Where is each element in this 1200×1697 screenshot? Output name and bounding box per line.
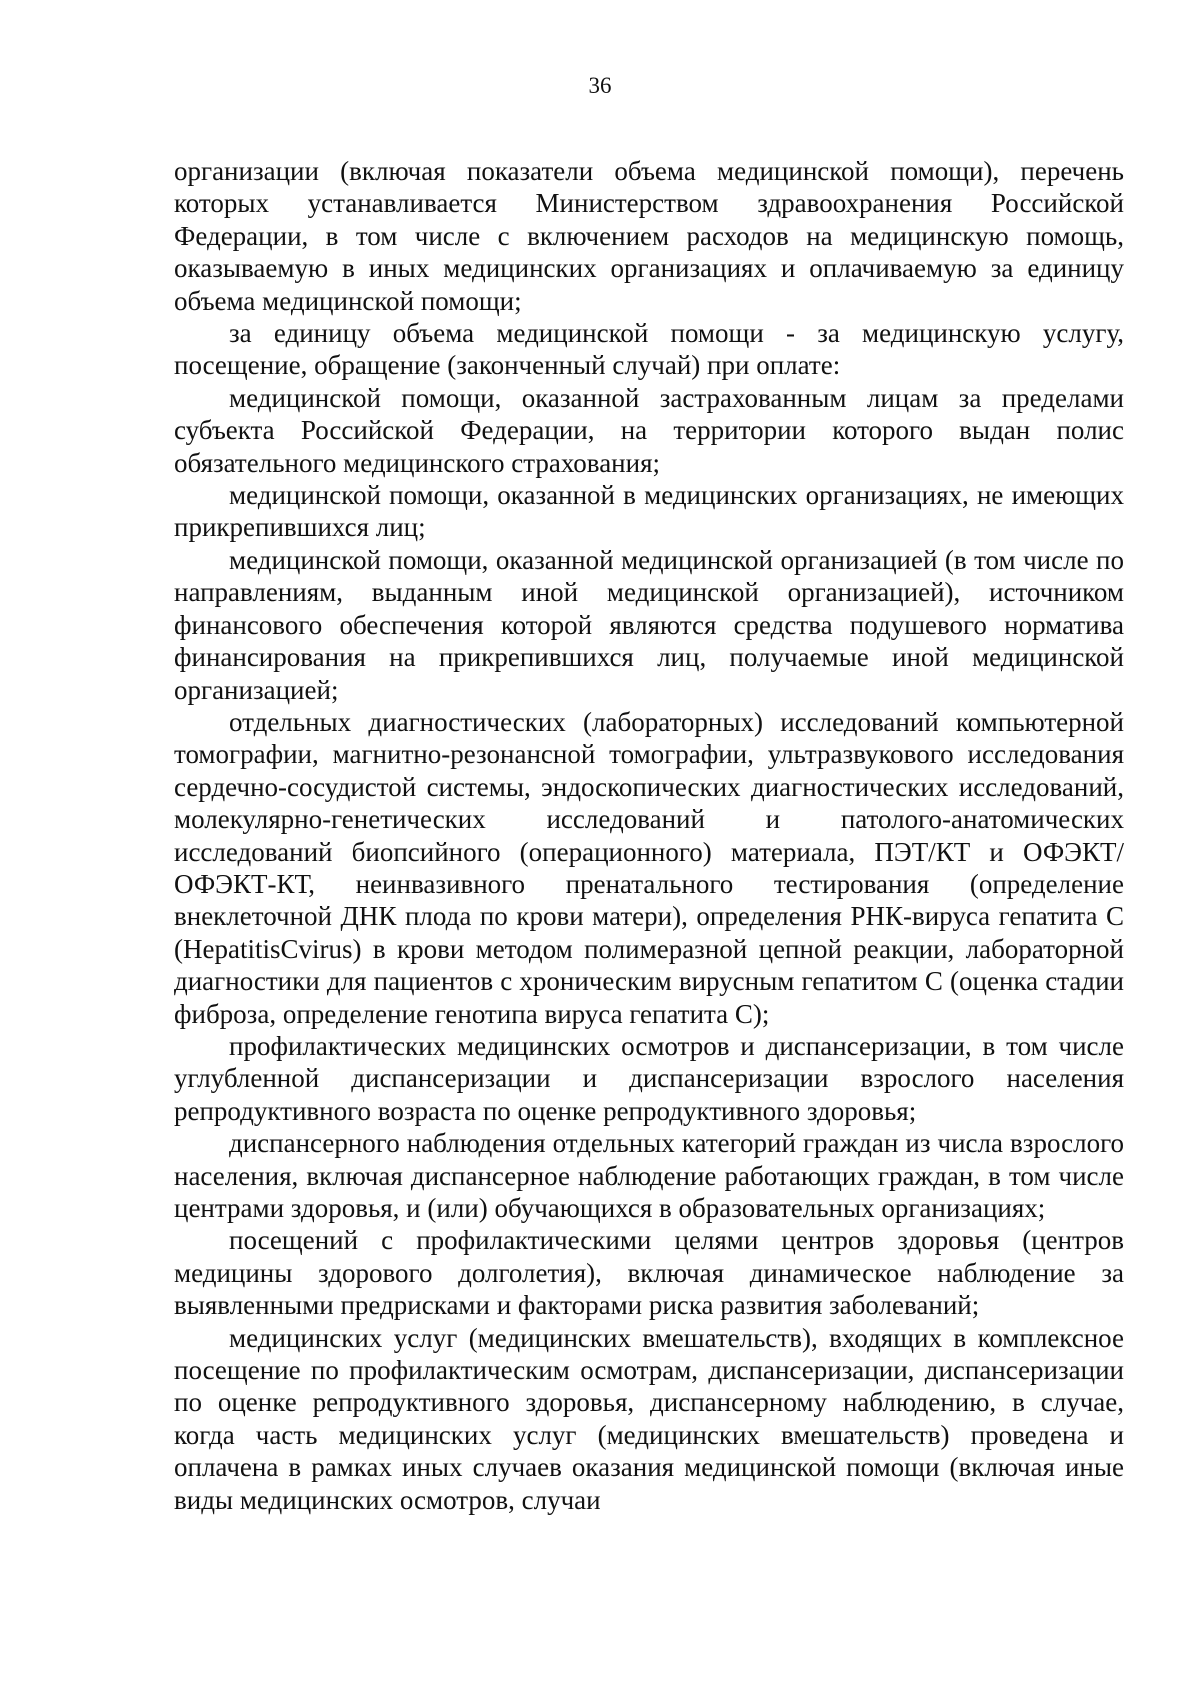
paragraph: медицинской помощи, оказанной застрахованным лицам за пределами субъекта Российской Федерации, на территории которого выдан полис обязательного медицинского страхования; [174, 382, 1124, 478]
paragraph: медицинской помощи, оказанной в медицинских организациях, не имеющих прикрепившихся лиц; [174, 480, 1124, 543]
document-body [174, 155, 1124, 1516]
paragraph: отдельных диагностических (лабораторных) исследований компьютерной томографии, магнитно-резонансной томографии, ультразвукового исследования сердечно-сосудистой системы, эндоскопических диагностических исследований, молекулярно-генетических исследований и патолого-анатомических исследований биопсийного (операционного) материала, ПЭТ/КТ и ОФЭКТ/ОФЭКТ-КТ, неинвазивного пренатального тестирования (определение внеклеточной ДНК плода по крови матери), определения РНК-вируса гепатита С (HepatitisCvirus) в крови методом полимеразной цепной реакции, лабораторной диагностики для пациентов с хроническим вирусным гепатитом С (оценка стадии фиброза, определение генотипа вируса гепатита С); [174, 706, 1124, 1029]
page-number: 36 [588, 73, 612, 98]
paragraph: диспансерного наблюдения отдельных категорий граждан из числа взрослого населения, включая диспансерное наблюдение работающих граждан, в том числе центрами здоровья, и (или) обучающихся в образовательных организациях; [174, 1128, 1124, 1223]
paragraph: за единицу объема медицинской помощи - за медицинскую услугу, посещение, обращение (законченный случай) при оплате: [174, 318, 1124, 381]
paragraph: посещений с профилактическими целями центров здоровья (центров медицины здорового долголетия), включая динамическое наблюдение за выявленными предрисками и факторами риска развития заболеваний; [174, 1225, 1124, 1321]
paragraph: медицинской помощи, оказанной медицинской организацией (в том числе по направлениям, выданным иной медицинской организацией), источником финансового обеспечения которой являются средства подушевого норматива финансирования на прикрепившихся лиц, получаемые иной медицинской организацией; [174, 544, 1124, 705]
paragraph: медицинских услуг (медицинских вмешательств), входящих в комплексное посещение по профилактическим осмотрам, диспансеризации, диспансеризации по оценке репродуктивного здоровья, диспансерному наблюдению, в случае, когда часть медицинских услуг (медицинских вмешательств) проведена и оплачена в рамках иных случаев оказания медицинской помощи (включая иные виды медицинских осмотров, случаи [174, 1322, 1124, 1515]
paragraph: организации (включая показатели объема медицинской помощи), перечень которых устанавливается Министерством здравоохранения Российской Федерации, в том числе с включением расходов на медицинскую помощь, оказываемую в иных медицинских организациях и оплачиваемую за единицу объема медицинской помощи; [174, 156, 1124, 316]
paragraph: профилактических медицинских осмотров и диспансеризации, в том числе углубленной диспансеризации и диспансеризации взрослого населения репродуктивного возраста по оценке репродуктивного здоровья; [174, 1030, 1124, 1126]
